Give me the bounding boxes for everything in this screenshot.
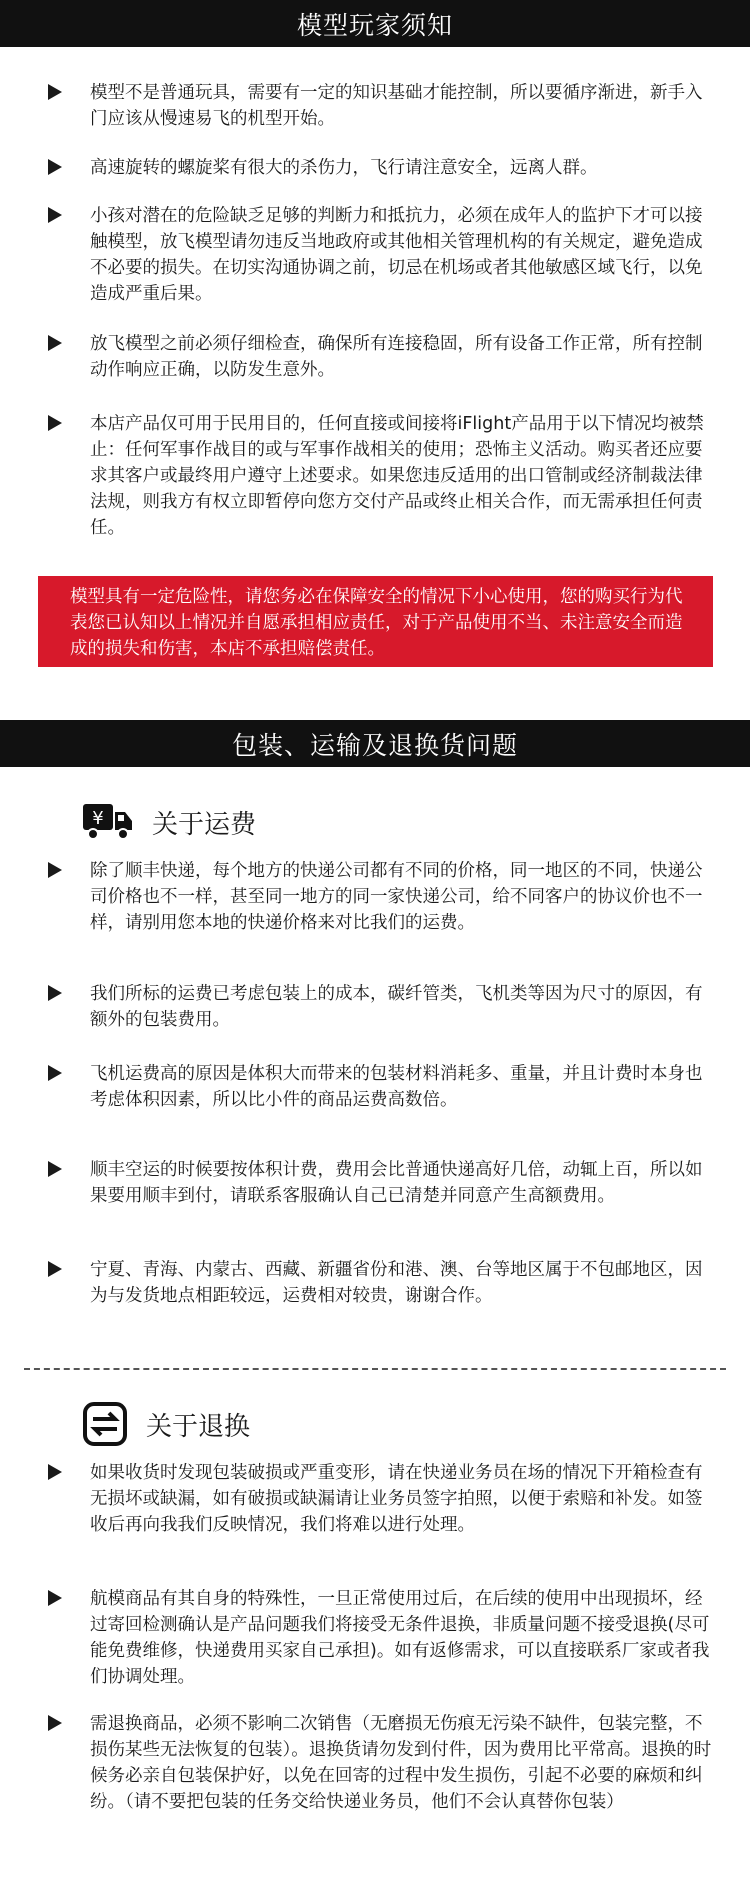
list-item-text: 顺丰空运的时候要按体积计费，费用会比普通快递高好几倍，动辄上百，所以如果要用顺丰到付，请联系客服确认自己已清楚并同意产生高额费用。 — [90, 1160, 703, 1206]
bullet-triangle-icon — [48, 1065, 62, 1081]
bullet-triangle-icon — [48, 335, 62, 351]
returns-heading — [82, 1402, 250, 1446]
bullet-triangle-icon — [48, 1261, 62, 1277]
list-item — [48, 1157, 718, 1209]
liability-warning-box: 模型具有一定危险性，请您务必在保障安全的情况下小心使用，您的购买行为代表您已认知以上情况并自愿承担相应责任，对于产品使用不当、未注意安全而造成的损失和伤害，本店不承担赔偿责任。 — [38, 576, 713, 667]
list-item — [48, 1711, 718, 1815]
bullet-triangle-icon — [48, 159, 62, 175]
list-item — [48, 1257, 718, 1309]
yuan-glyph: ¥ — [92, 808, 104, 829]
section-title: 包装、运输及退换货问题 — [231, 730, 518, 760]
bullet-triangle-icon — [48, 985, 62, 1001]
shipping-heading — [82, 800, 256, 844]
bullet-triangle-icon — [48, 862, 62, 878]
list-item — [48, 411, 718, 541]
list-item-text: 宁夏、青海、内蒙古、西藏、新疆省份和港、澳、台等地区属于不包邮地区，因为与发货地点相距较远，运费相对较贵，谢谢合作。 — [90, 1260, 703, 1306]
list-item — [48, 858, 718, 936]
shipping-truck-icon — [82, 802, 134, 842]
section-title: 模型玩家须知 — [296, 10, 453, 40]
bullet-triangle-icon — [48, 1715, 62, 1731]
list-item — [48, 1460, 718, 1538]
list-item — [48, 1586, 718, 1690]
list-item-text: 模型不是普通玩具，需要有一定的知识基础才能控制，所以要循序渐进，新手入门应该从慢速易飞的机型开始。 — [90, 83, 703, 129]
list-item-text: 本店产品仅可用于民用目的，任何直接或间接将iFlight产品用于以下情况均被禁止：任何军事作战目的或与军事作战相关的使用；恐怖主义活动。购买者还应要求其客户或最终用户遵守上述要求。如果您违反适用的出口管制或经济制裁法律法规，则我方有权立即暂停向您方交付产品或终止相关合作，而无需承担任何责任。 — [90, 414, 704, 538]
list-item-text: 除了顺丰快递，每个地方的快递公司都有不同的价格，同一地区的不同，快递公司价格也不一样，甚至同一地方的同一家快递公司，给不同客户的协议价也不一样，请别用您本地的快递价格来对比我们的运费。 — [90, 861, 703, 933]
list-item — [48, 331, 718, 383]
list-item-text: 高速旋转的螺旋桨有很大的杀伤力，飞行请注意安全，远离人群。 — [90, 158, 598, 178]
list-item-text: 小孩对潜在的危险缺乏足够的判断力和抵抗力，必须在成年人的监护下才可以接触模型，放飞模型请勿违反当地政府或其他相关管理机构的有关规定，避免造成不必要的损失。在切实沟通协调之前，切忌在机场或者其他敏感区域飞行，以免造成严重后果。 — [90, 206, 703, 304]
list-item-text: 我们所标的运费已考虑包装上的成本，碳纤管类，飞机类等因为尺寸的原因，有额外的包装费用。 — [90, 984, 703, 1030]
dashed-divider — [24, 1368, 726, 1370]
list-item — [48, 1061, 718, 1113]
bullet-triangle-icon — [48, 1161, 62, 1177]
list-item-text: 放飞模型之前必须仔细检查，确保所有连接稳固，所有设备工作正常，所有控制动作响应正确，以防发生意外。 — [90, 334, 703, 380]
list-item-text: 如果收货时发现包装破损或严重变形，请在快递业务员在场的情况下开箱检查有无损坏或缺漏，如有破损或缺漏请让业务员签字拍照，以便于索赔和补发。如签收后再向我我们反映情况，我们将难以进行处理。 — [90, 1463, 703, 1535]
bullet-triangle-icon — [48, 207, 62, 223]
bullet-triangle-icon — [48, 84, 62, 100]
list-item — [48, 80, 718, 132]
list-item-text: 航模商品有其自身的特殊性，一旦正常使用过后，在后续的使用中出现损坏，经过寄回检测确认是产品问题我们将接受无条件退换，非质量问题不接受退换(尽可能免费维修，快递费用买家自己承担)。如有返修需求，可以直接联系厂家或者我们协调处理。 — [90, 1589, 710, 1687]
bullet-triangle-icon — [48, 1590, 62, 1606]
list-item-text: 需退换商品，必须不影响二次销售（无磨损无伤痕无污染不缺件，包装完整，不损伤某些无法恢复的包装）。退换货请勿发到付件，因为费用比平常高。退换的时候务必亲自包装保护好，以免在回寄的过程中发生损伤，引起不必要的麻烦和纠纷。（请不要把包装的任务交给快递业务员，他们不会认真替你包装） — [90, 1714, 712, 1812]
bullet-triangle-icon — [48, 415, 62, 431]
list-item-text: 飞机运费高的原因是体积大而带来的包装材料消耗多、重量，并且计费时本身也考虑体积因素，所以比小件的商品运费高数倍。 — [90, 1064, 703, 1110]
returns-heading-label: 关于退换 — [146, 1411, 251, 1442]
section-header-shipping-returns — [0, 720, 750, 767]
exchange-icon — [82, 1401, 128, 1447]
shipping-heading-label: 关于运费 — [152, 809, 257, 840]
bullet-triangle-icon — [48, 1464, 62, 1480]
list-item — [48, 981, 718, 1033]
section-header-player-notice — [0, 0, 750, 47]
list-item — [48, 155, 718, 181]
list-item — [48, 203, 718, 307]
